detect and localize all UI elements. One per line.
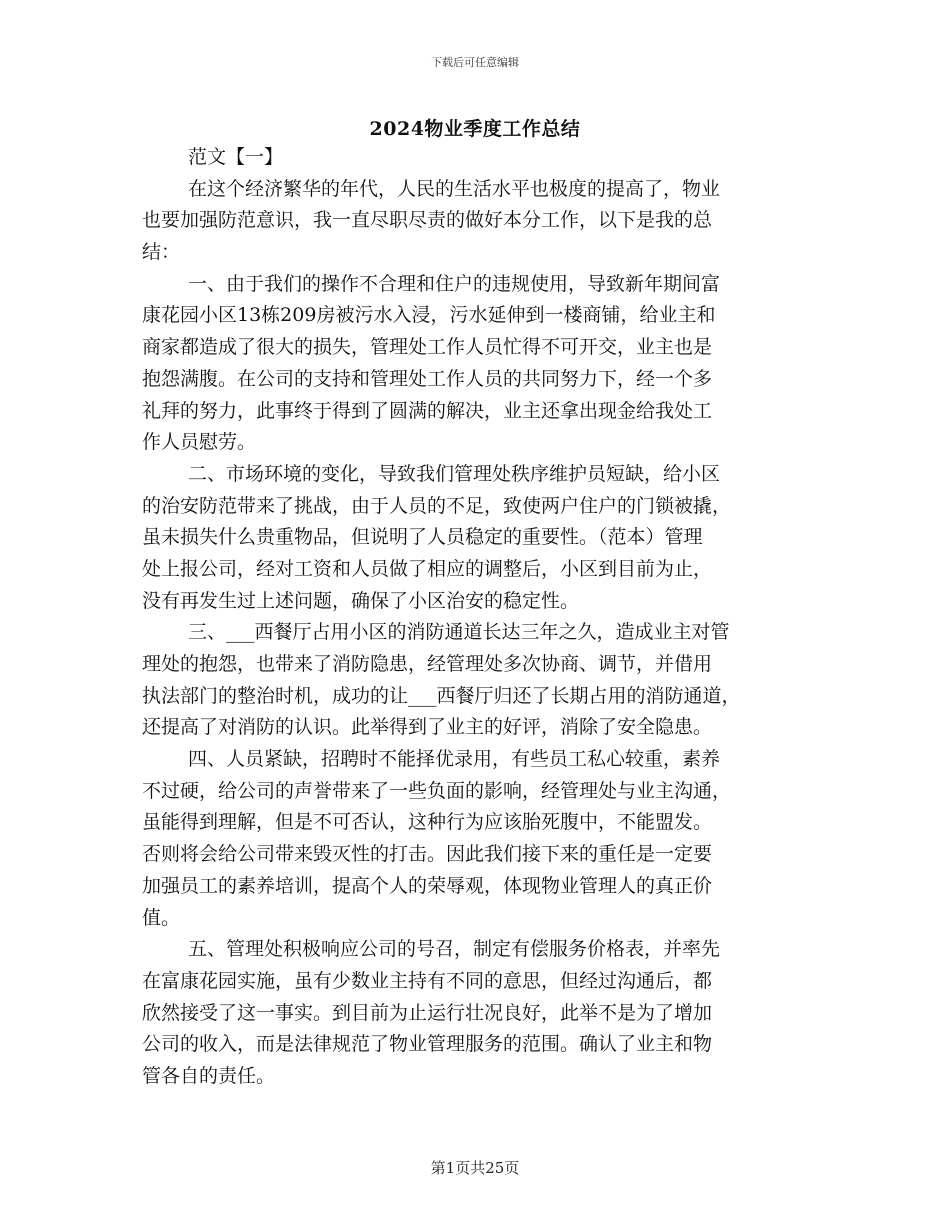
page-number: 第1页共25页 (430, 1159, 520, 1177)
body-line: 理处的抱怨，也带来了消防隐患，经管理处多次协商、调节，并借用 (142, 653, 713, 675)
body-line: 管各自的责任。 (142, 1064, 276, 1087)
body-line: 欣然接受了这一事实。到目前为止运行壮况良好，此举不是为了增加 (142, 1001, 713, 1024)
document-title: 2024物业季度工作总结 (369, 118, 581, 140)
body-line: 也要加强防范意识，我一直尽职尽责的做好本分工作，以下是我的总 (142, 209, 713, 232)
page-header-note: 下载后可任意编辑 (431, 56, 519, 69)
body-line: 处上报公司，经对工资和人员做了相应的调整后，小区到目前为止， (142, 557, 713, 580)
body-line: 在富康花园实施，虽有少数业主持有不同的意思，但经过沟通后，都 (142, 969, 713, 992)
body-line: 的治安防范带来了挑战，由于人员的不足，致使两户住户的门锁被撬， (142, 494, 732, 517)
body-line: 结： (142, 241, 181, 264)
body-line: 五、管理处积极响应公司的号召，制定有偿服务价格表，并率先 (188, 938, 721, 961)
body-line: 四、人员紧缺，招聘时不能择优录用，有些员工私心较重，素养 (188, 748, 721, 771)
body-line: 商家都造成了很大的损失，管理处工作人员忙得不可开交，业主也是 (142, 336, 713, 359)
body-line: 否则将会给公司带来毁灭性的打击。因此我们接下来的重任是一定要 (142, 843, 713, 866)
body-line: 加强员工的素养培训，提高个人的荣辱观，体现物业管理人的真正价 (142, 874, 713, 897)
body-line: 礼拜的努力，此事终于得到了圆满的解决，业主还拿出现金给我处工 (142, 399, 713, 422)
body-line: 还提高了对消防的认识。此举得到了业主的好评，消除了安全隐患。 (142, 716, 713, 739)
body-line: 值。 (142, 906, 181, 929)
body-line: 公司的收入，而是法律规范了物业管理服务的范围。确认了业主和物 (142, 1033, 713, 1056)
body-line: 没有再发生过上述问题，确保了小区治安的稳定性。 (142, 589, 580, 612)
body-line: 一、由于我们的操作不合理和住户的违规使用，导致新年期间富 (188, 272, 721, 295)
body-line: 虽能得到理解，但是不可否认，这种行为应该胎死腹中，不能盟发。 (142, 811, 713, 834)
document-body (142, 142, 814, 1093)
body-line: 在这个经济繁华的年代，人民的生活水平也极度的提高了，物业 (188, 177, 721, 200)
body-line: 虽未损失什么贵重物品，但说明了人员稳定的重要性。（范本）管理 (142, 526, 703, 549)
body-line: 二、市场环境的变化，导致我们管理处秩序维护员短缺，给小区 (188, 462, 721, 485)
body-line: 康花园小区13栋209房被污水入浸，污水延伸到一楼商铺，给业主和 (142, 304, 716, 327)
body-line: 范文【一】 (188, 146, 284, 168)
body-line: 作人员慰劳。 (142, 431, 257, 454)
body-line: 执法部门的整治时机，成功的让___西餐厅归还了长期占用的消防通道， (142, 684, 741, 707)
body-line: 三、___西餐厅占用小区的消防通道长达三年之久，造成业主对管 (188, 621, 730, 644)
body-line: 抱怨满腹。在公司的支持和管理处工作人员的共同努力下，经一个多 (142, 367, 713, 390)
body-line: 不过硬，给公司的声誉带来了一些负面的影响，经管理处与业主沟通， (142, 779, 732, 802)
